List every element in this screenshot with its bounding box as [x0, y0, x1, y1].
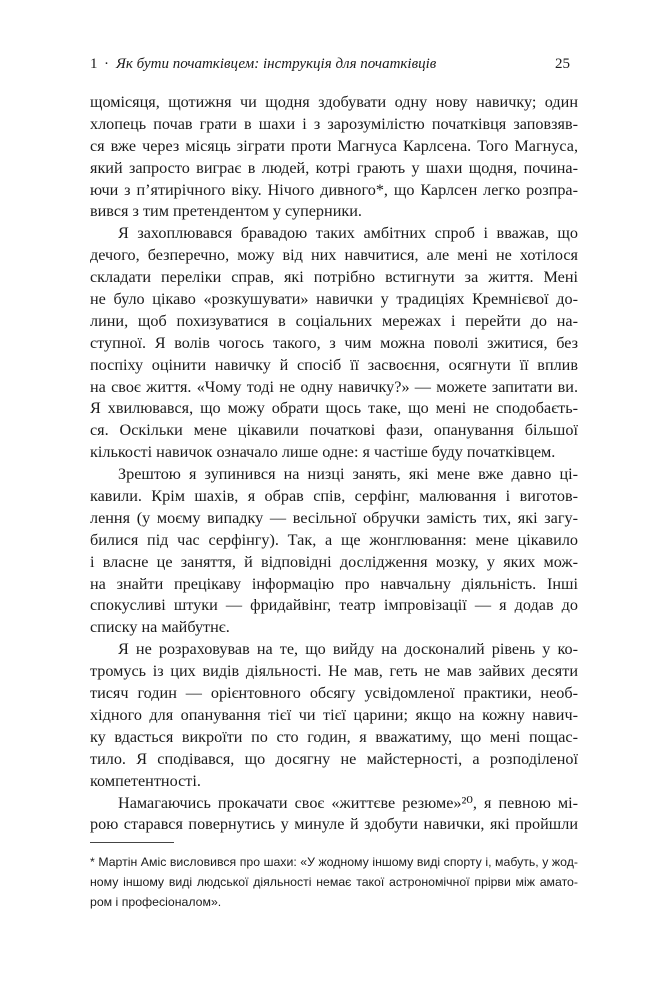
chapter-title: Як бути початківцем: інструкція для початківців [116, 56, 437, 72]
paragraph [90, 92, 578, 223]
footnote [90, 852, 578, 912]
text-line: складати переліки справ, які потрібно встигнути за життя. Мені [90, 268, 578, 287]
text-line: тисяч годин — орієнтовного обсягу усвідомленої практики, необ- [90, 684, 578, 703]
header-separator: · [104, 56, 109, 72]
text-line: ку вдасться викроїти по сто годин, я вважатиму, що мені пощас- [90, 727, 578, 746]
text-line: ся вже через місяць зіграти проти Магнуса Карлсена. Того Магнуса, [90, 136, 578, 155]
text-line: ступної. Я волів чогось такого, з чим можна поволі зжитися, без [90, 333, 578, 352]
text-line: щомісяця, щотижня чи щодня здобувати одну нову навичку; один [90, 93, 578, 111]
text-line: кавили. Крім шахів, я обрав спів, серфінг, малювання і виготов- [90, 487, 578, 506]
text-line: поспіху оцінити навичку й спосіб її засвоєння, осягнути її вплив [90, 355, 578, 374]
paragraph [90, 793, 578, 837]
text-line: Зрештою я зупинився на низці занять, які мене вже давно ці- [118, 465, 578, 484]
page-number: 25 [555, 56, 570, 72]
running-header [90, 56, 570, 76]
text-line: не було цікаво «розкушувати» навички у традиціях Кремнієвої до- [90, 290, 578, 309]
text-line: лення (у моєму випадку — весільної обручки замість тих, які загу- [90, 508, 578, 527]
text-line: хідного для опанування тієї чи тієї царини; якщо на кожну навич- [90, 705, 578, 724]
text-line: кількості навичок означало лише одне: я частіше буду початківцем. [90, 443, 556, 462]
text-line: рою старався повернутись у минуле й здобути навички, які пройшли [90, 815, 578, 834]
text-line: компетентності. [90, 771, 201, 790]
text-line: і власне це заняття, й відповідні дослідження мозку, у яких мож- [90, 552, 578, 571]
text-line: дечого, безперечно, можу від них навчитися, але мені не хотілося [90, 246, 578, 265]
text-line: хлопець почав грати в шахи і з зарозумілістю початківця заповзяв- [90, 114, 578, 133]
text-line: вився з тим претендентом у суперники. [90, 202, 362, 221]
text-line: билися під час серфінгу). Так, а ще жонглювання: мене цікавило [90, 530, 578, 549]
body-text [90, 92, 578, 836]
text-line: лини, щоб похизуватися в соціальних мережах і перейти до на- [90, 311, 578, 330]
paragraph [90, 464, 578, 639]
paragraph [90, 223, 578, 464]
footnote-line: ному іншому виді людської діяльності немає такої астрономічної прірви між амато- [90, 875, 578, 889]
text-line: тромусь із цих видів діяльності. Не мав, геть не мав зайвих десяти [90, 662, 578, 681]
text-line: Намагаючись прокачати своє «життєве резюме»²⁰, я певною мі- [118, 793, 578, 812]
text-line: ся. Оскільки мене цікавили початкові фази, опанування більшої [90, 421, 578, 440]
text-line: ючи з п’ятирічного віку. Нічого дивного*, що Карлсен легко розпра- [90, 180, 578, 199]
text-line: Я не розраховував на те, що вийду на досконалий рівень у ко- [118, 640, 578, 659]
footnote-line: * Мартін Аміс висловився про шахи: «У жодному іншому виді спорту і, мабуть, у жод- [90, 855, 578, 869]
paragraph [90, 639, 578, 792]
text-line: тило. Я сподівався, що досягну не майстерності, а розподіленої [90, 749, 578, 768]
text-line: списку на майбутнє. [90, 618, 230, 637]
chapter-number: 1 [90, 56, 98, 72]
footnote-line: ром і професіоналом». [90, 895, 222, 909]
text-line: Я захоплювався бравадою таких амбітних спроб і вважав, що [118, 224, 578, 243]
text-line: на знайти прецікаву інформацію про навчальну діяльність. Інші [90, 574, 578, 593]
text-line: Я хвилювався, що можу обрати щось таке, що мені не сподобаєть- [90, 399, 578, 418]
text-line: який запросто виграє в людей, котрі грають у шахи щодня, почина- [90, 158, 578, 177]
footnote-divider [90, 842, 174, 843]
text-line: на своє життя. «Чому тоді не одну навичку?» — можете запитати ви. [90, 377, 578, 396]
text-line: спокусливі штуки — фридайвінг, театр імпровізації — я додав до [90, 596, 578, 615]
